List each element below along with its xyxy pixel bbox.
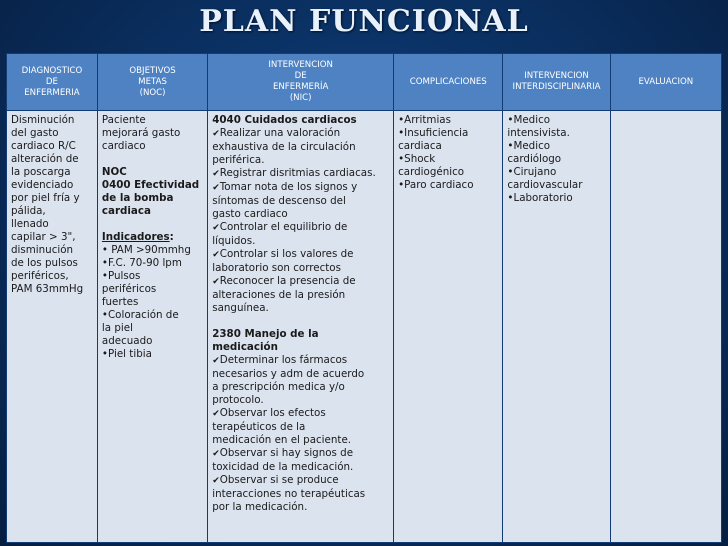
item-text: Registrar disritmias cardiacas. [219,167,376,179]
list-item [212,221,390,248]
item-text: Controlar el equilibrio de [219,221,348,233]
item-text: síntomas de descenso del [212,195,346,207]
item-line [212,447,390,461]
item-text: medicación en el paciente. [212,434,352,446]
header-line: ENFERMERÍA [272,82,329,92]
text-line: cardiaco [101,140,146,152]
list-item [212,447,390,474]
item-text: por la medicación. [212,501,308,513]
text-line: de la bomba [101,192,174,204]
list-item [212,248,390,275]
item-text: terapéuticos de la [212,421,306,433]
text-line: del gasto [11,127,59,139]
list-item [212,407,390,447]
header-diagnostico [7,54,98,111]
item-text: Tomar nota de los signos y [219,181,358,193]
item-text: Observar los efectos [219,407,326,419]
item-line [212,181,390,195]
text-line: por piel fría y [11,192,80,204]
header-line: INTERVENCION [524,71,589,81]
check-icon: ✔ [212,449,220,459]
text-line: pálida, [11,205,46,217]
item-text: toxicidad de la medicación. [212,461,354,473]
item-line [212,235,390,248]
header-evaluacion [610,54,721,111]
cell-evaluacion [610,111,721,543]
text-line: la piel [101,322,133,334]
item-line [212,461,390,474]
noc-title [102,179,204,218]
objetivos-intro [102,114,204,153]
item-line [212,289,390,302]
check-icon: ✔ [212,129,220,139]
item-line [212,381,390,394]
item-text: exhaustiva de la circulación [212,141,356,153]
text-line: Paciente [101,114,146,126]
text-line: capilar > 3", [11,231,76,243]
text-line: alteración de [11,153,79,165]
indicadores-label: Indicadores [101,231,170,243]
item-line [212,302,390,315]
item-text: laboratorio son correctos [212,262,341,274]
text-line: cardiaco R/C [11,140,76,152]
item-text: Reconocer la presencia de [219,275,356,287]
header-line: METAS [138,76,167,87]
list-item [212,181,390,221]
check-icon: ✔ [212,356,220,366]
text-line: medicación [212,341,278,353]
item-line [212,421,390,434]
text-line: cardiovascular [507,179,583,191]
noc-label: NOC [101,166,127,178]
text-line: •Shock [398,153,436,165]
item-text: a prescripción medica y/o [212,381,345,393]
item-text: alteraciones de la presión [212,289,346,301]
text-line: mejorará gasto [101,127,181,139]
item-line [212,167,390,181]
text-line: •F.C. 70-90 lpm [101,257,182,269]
item-line [212,434,390,447]
header-objetivos [97,54,207,111]
intervencion-block2-list [212,354,390,514]
list-item [212,474,390,514]
item-line [212,474,390,488]
list-item [212,127,390,167]
item-text: Observar si se produce [219,474,339,486]
header-line: DIAGNOSTICO [21,65,83,76]
item-line [212,368,390,381]
check-icon: ✔ [212,277,220,287]
check-icon: ✔ [212,250,220,260]
list-item [212,167,390,181]
item-line [212,407,390,421]
text-line: adecuado [101,335,153,347]
cell-intervencion [208,111,394,543]
text-line: 0400 Efectividad [101,179,200,191]
header-line: (NOC) [139,87,166,98]
item-line [212,501,390,514]
item-line [212,275,390,289]
cell-diagnostico [7,111,98,543]
text-line: • PAM >90mmhg [101,244,191,256]
cell-objetivos [97,111,207,543]
item-text: protocolo. [212,394,264,406]
item-text: Observar si hay signos de [219,447,354,459]
header-row [7,54,722,111]
page-title: PLAN FUNCIONAL [199,4,529,39]
header-line: ENFERMERIA [24,87,80,98]
text-line: fuertes [101,296,139,308]
cell-interdisciplinaria [503,111,610,543]
item-text: gasto cardiaco [212,208,288,220]
text-line: cardiólogo [507,153,562,165]
list-item [212,354,390,407]
header-line: COMPLICACIONES [409,76,487,87]
cell-complicaciones [394,111,503,543]
item-line [212,354,390,368]
item-text: necesarios y adm de acuerdo [212,368,365,380]
text-line: cardiogénico [398,166,465,178]
text-line: •Medico [507,140,551,152]
item-line [212,141,390,154]
text-line: 2380 Manejo de la [212,328,319,340]
text-line: •Coloración de [101,309,179,321]
text-line: •Medico [507,114,551,126]
item-line [212,262,390,275]
item-text: Realizar una valoración [219,127,341,139]
check-icon: ✔ [212,169,220,179]
item-text: sanguínea. [212,302,269,314]
table-row [7,111,722,543]
item-line [212,195,390,208]
header-line: INTERDISCIPLINARIA [512,82,601,92]
care-plan-table [6,53,722,543]
text-line: llenado [11,218,49,230]
check-icon: ✔ [212,183,220,193]
text-line: la poscarga [11,166,71,178]
header-line: EVALUACION [638,76,694,87]
intervencion-block2-title [212,328,390,354]
check-icon: ✔ [212,476,220,486]
indicadores-colon: : [169,231,174,243]
item-line [212,154,390,167]
intervencion-block1-list [212,127,390,315]
header-line: INTERVENCION [268,60,333,70]
item-text: líquidos. [212,235,256,247]
list-item [212,275,390,315]
item-line [212,208,390,221]
text-line: cardiaca [398,140,442,152]
text-line: disminución [11,244,74,256]
item-line [212,394,390,407]
text-line: •Paro cardiaco [398,179,474,191]
header-line: OBJETIVOS [129,65,176,76]
check-icon: ✔ [212,223,220,233]
item-text: interacciones no terapéuticas [212,488,366,500]
check-icon: ✔ [212,409,220,419]
text-line: cardiaca [101,205,151,217]
item-line [212,221,390,235]
text-line: PAM 63mmHg [11,283,84,295]
item-text: periférica. [212,154,265,166]
text-line: •Pulsos [101,270,141,282]
item-line [212,248,390,262]
intervencion-block1-title: 4040 Cuidados cardiacos [212,114,357,126]
text-line: Disminución [11,114,75,126]
header-interdisciplinaria [503,54,610,111]
text-line: periféricos, [11,270,69,282]
header-line: DE [294,71,307,81]
header-line: DE [45,76,58,87]
header-intervencion [208,54,394,111]
header-line: (NIC) [289,93,312,103]
text-line: de los pulsos [11,257,78,269]
text-line: •Cirujano [507,166,557,178]
text-line: periféricos [101,283,157,295]
text-line: •Laboratorio [507,192,573,204]
header-complicaciones [394,54,503,111]
text-line: •Arritmias [398,114,451,126]
item-line [212,127,390,141]
indicadores-list [102,244,204,361]
item-text: Controlar si los valores de [219,248,354,260]
text-line: intensivista. [507,127,570,139]
text-line: evidenciado [11,179,74,191]
item-text: Determinar los fármacos [219,354,348,366]
text-line: •Piel tibia [101,348,152,360]
item-line [212,488,390,501]
text-line: •Insuficiencia [398,127,469,139]
